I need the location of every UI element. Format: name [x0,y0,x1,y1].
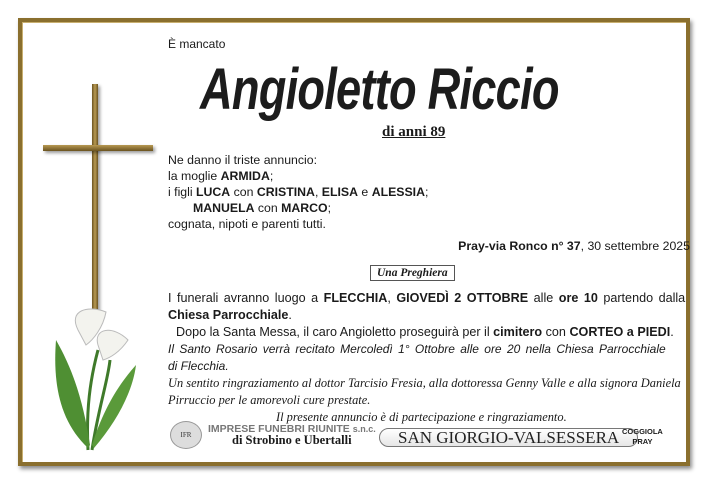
text-segment: ALESSIA [371,185,425,199]
text-segment: , [387,291,397,305]
branch-locations [622,427,663,447]
text-segment: PRAY [632,437,653,446]
text-segment: IMPRESE FUNEBRI RIUNITE [208,423,350,435]
family-line [168,168,428,184]
text-segment: alle [528,291,559,305]
text-segment: Il Santo Rosario verrà recitato Mercoledì 1° Ottobre alle ore 20 nella Chiesa Parrocchiale [168,342,666,356]
text-segment: COGGIOLA [622,427,663,436]
place-date [458,238,690,254]
text-segment: Dopo la Santa Messa, il caro Angioletto proseguirà per il [176,325,494,339]
text-segment: partendo dalla [597,291,686,305]
calla-lily-icon [48,300,143,452]
text-segment: Il presente annuncio è di partecipazione e ringraziamento. [276,410,567,424]
text-segment: con [230,185,257,199]
text-segment: CRISTINA [256,185,315,199]
text-segment: GIOVEDÌ 2 OTTOBRE [396,291,529,305]
family-announcement [168,152,428,232]
text-segment: ; [424,185,429,199]
family-line [168,184,428,200]
text-segment: e [358,185,372,199]
text-segment: con [542,325,570,339]
location-badge: SAN GIORGIO-VALSESSERA [379,428,638,447]
text-segment: s.n.c. [352,424,376,434]
intro-text: È mancato [168,37,226,51]
family-line [168,200,428,216]
text-segment: la moglie [168,169,221,183]
text-segment: con [254,201,282,215]
text-segment: Pray-via Ronco n° 37 [458,239,581,253]
text-segment: cimitero [493,325,543,339]
age-text: di anni 89 [382,124,446,140]
text-segment: i figli [168,185,197,199]
company-logo: IFR [170,421,202,449]
text-segment: Un sentito ringraziamento al dottor Tarcisio Fresia, alla dottoressa Genny Valle e alla signora Daniela [168,376,681,390]
text-segment: , [314,185,322,199]
text-segment: ELISA [321,185,358,199]
prayer-label: Una Preghiera [370,265,455,281]
text-segment: . [670,325,674,339]
text-segment: FLECCHIA [323,291,388,305]
family-heading: Ne danno il triste annuncio: [168,153,318,167]
text-segment: ARMIDA [220,169,270,183]
text-segment: ore 10 [558,291,598,305]
text-segment: MANUELA [193,201,255,215]
company-owners: di Strobino e Ubertalli [232,433,352,447]
text-segment: MARCO [281,201,328,215]
family-line: cognata, nipoti e parenti tutti. [168,217,326,231]
deceased-name: Angioletto Riccio [200,57,559,122]
text-segment: LUCA [196,185,231,199]
text-segment: di Flecchia. [168,359,229,373]
funeral-details [168,290,685,426]
text-segment: , 30 settembre 2025 [580,239,690,253]
text-segment: ; [269,169,274,183]
text-segment: . [288,308,292,322]
text-segment: Pirruccio per le amorevoli cure prestate. [168,393,371,407]
text-segment: Chiesa Parrocchiale [168,308,289,322]
text-segment: ; [327,201,332,215]
text-segment: CORTEO a PIEDI [569,325,671,339]
text-segment: I funerali avranno luogo a [168,291,324,305]
